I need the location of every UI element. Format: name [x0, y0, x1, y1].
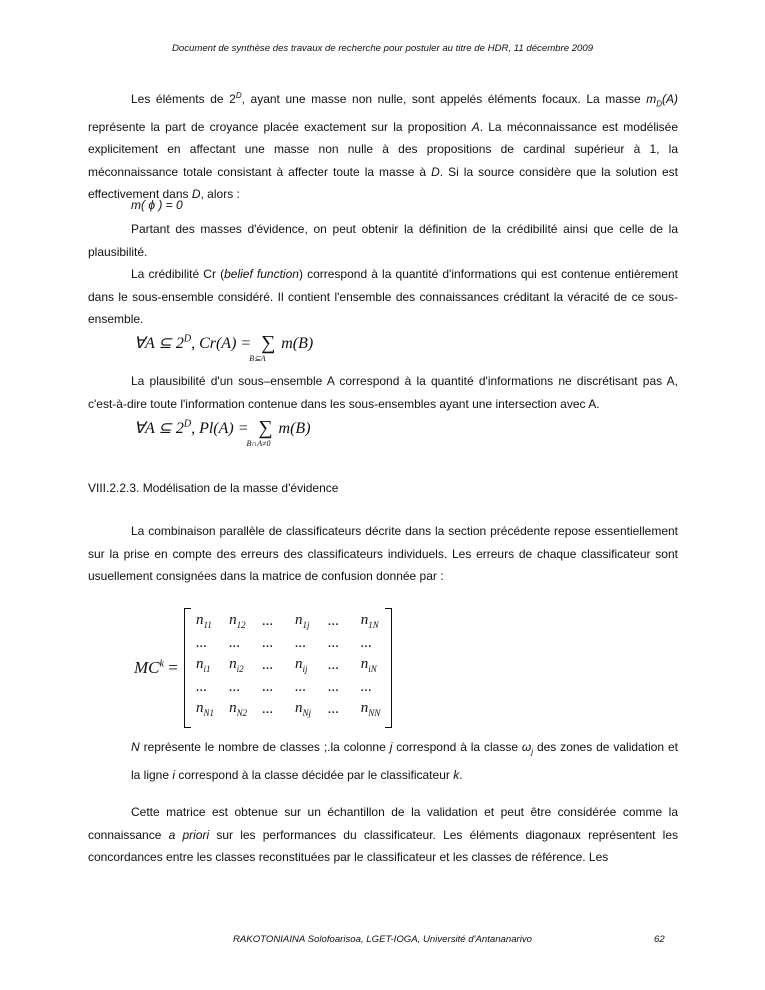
paragraph-focal-elements: [88, 85, 678, 206]
matrix-cell: ...: [328, 634, 340, 651]
matrix-cell: $n_{iN}$: [360, 656, 377, 674]
eq-sup: D: [183, 418, 192, 430]
matrix-cell: ...: [295, 634, 307, 651]
matrix-row: [194, 654, 392, 676]
matrix-cell: ...: [196, 634, 208, 651]
matrix-grid: [194, 610, 392, 720]
text: La combinaison parallèle de classificateurs décrite dans la section précédente repose essentiellement sur la prise en compte des erreurs des classificateurs individuels. Les erreurs de chaque classificateur sont usuellement consignées dans la matrice de confusion donnée par :: [88, 524, 678, 583]
matrix-cell: $n_{N1}$: [196, 700, 215, 718]
matrix-row: [194, 632, 392, 654]
matrix-cell: ...: [360, 634, 372, 651]
matrix-row: [194, 698, 392, 720]
text: correspond à la classe décidée par le classificateur: [175, 767, 454, 782]
sum-subscript: B⊆A: [249, 354, 266, 364]
page-number: 62: [654, 934, 665, 945]
footer-author: RAKOTONIAINA Solofoarisoa, LGET-IOGA, Université d'Antananarivo: [232, 934, 532, 945]
matrix-label: [134, 658, 178, 678]
equals-sign: =: [163, 658, 178, 677]
matrix-cell: ...: [262, 656, 274, 673]
text: La crédibilité Cr (: [131, 267, 225, 281]
text: La plausibilité d'un sous–ensemble A correspond à la quantité d'informations ne discrétisant pas A, c'est-à-dire toute l'information contenue dans les sous-ensembles ayant une intersection avec A.: [88, 374, 678, 411]
text: , alors :: [200, 187, 240, 202]
equation-text: m( ϕ ) = 0: [131, 198, 183, 212]
paragraph-credibility: [88, 263, 678, 331]
text: .: [459, 767, 463, 782]
math-symbol: i: [172, 767, 176, 782]
emphasis: a priori: [168, 827, 210, 842]
matrix-cell: ...: [229, 634, 241, 651]
eq-mid: , Pl(A) =: [191, 420, 253, 437]
matrix-cell: ...: [262, 700, 274, 717]
subscript: D: [656, 99, 663, 109]
paragraph-matrix-origin: [88, 801, 678, 869]
sum-symbol: ∑: [261, 332, 276, 355]
matrix-row: [194, 610, 392, 632]
text: ) correspond à la quantité d'informations qui est contenue entièrement dans le sous-ensemble considéré. Il contient l'ensemble des connaissances créditant la véracité de ce sous-ensemble.: [88, 267, 678, 326]
sum-symbol: ∑: [258, 417, 273, 440]
text: . Si la source considère que la solution est effectivement dans: [88, 164, 679, 202]
paragraph-combination: [88, 520, 678, 588]
text: . La méconnaissance est modélisée explicitement en affectant une masse non nulle à des propositions de cardinal supérieur à 1, la méconnaissance totale consistant à affecter toute la masse à: [88, 119, 679, 179]
math-symbol: j: [389, 740, 393, 754]
section-heading: VIII.2.2.3. Modélisation de la masse d'évidence: [88, 481, 339, 495]
matrix-cell: $n_{N2}$: [229, 700, 248, 718]
eq-rhs: m(B): [278, 420, 311, 437]
math-symbol: (A): [662, 92, 679, 106]
matrix-cell: ...: [229, 678, 241, 695]
matrix-cell: $n_{ij}$: [295, 656, 308, 674]
matrix-cell: $n_{Nj}$: [295, 700, 312, 718]
eq-lhs: ∀A ⊆ 2: [134, 335, 184, 352]
eq-lhs: ∀A ⊆ 2: [134, 420, 184, 437]
matrix-cell: $n_{NN}$: [360, 700, 381, 718]
matrix-cell: $n_{1j}$: [295, 612, 310, 630]
matrix-cell: ...: [328, 656, 340, 673]
math-symbol: k: [453, 767, 460, 782]
matrix-cell: $n_{12}$: [229, 612, 246, 630]
matrix-cell: ...: [262, 634, 274, 651]
page-header: Document de synthèse des travaux de recherche pour postuler au titre de HDR, 11 décembre 2009: [171, 43, 594, 54]
matrix-cell: ...: [328, 612, 340, 629]
matrix-cell: $n_{i2}$: [229, 656, 244, 674]
subscript: j: [531, 747, 534, 757]
confusion-matrix: [184, 608, 392, 726]
matrix-cell: ...: [196, 678, 208, 695]
text: représente la part de croyance placée exactement sur la proposition: [88, 119, 472, 134]
equation-plausibility: [134, 417, 311, 449]
matrix-cell: ...: [295, 678, 307, 695]
text: , ayant une masse non nulle, sont appelés éléments focaux. La masse: [241, 92, 647, 106]
emphasis: belief function: [224, 267, 299, 281]
paragraph-matrix-description: [131, 736, 678, 786]
equation-credibility: [134, 332, 314, 364]
text: Les éléments de 2: [131, 92, 236, 106]
paragraph-plausibility: [88, 370, 678, 415]
matrix-cell: ...: [360, 678, 372, 695]
eq-rhs: m(B): [281, 335, 314, 352]
matrix-cell: ...: [328, 678, 340, 695]
matrix-name: MC: [134, 658, 160, 677]
sum-subscript: B∩A≠0: [246, 439, 271, 449]
superscript: D: [235, 91, 242, 100]
matrix-cell: ...: [262, 678, 274, 695]
text: des zones de validation et la ligne: [131, 740, 678, 782]
text: Cette matrice est obtenue sur un échantillon de la validation et peut être considérée comme la connaissance: [88, 805, 678, 842]
math-symbol: D: [431, 164, 440, 179]
math-symbol: ω: [521, 740, 532, 754]
math-symbol: A: [471, 119, 480, 134]
matrix-cell: $n_{11}$: [196, 612, 212, 630]
matrix-cell: $n_{i1}$: [196, 656, 211, 674]
matrix-row: [194, 676, 392, 698]
matrix-left-bracket: [184, 608, 191, 728]
text: correspond à la classe: [392, 740, 522, 754]
math-symbol: D: [191, 187, 201, 202]
equation-empty-mass: [131, 194, 331, 217]
eq-sup: D: [183, 333, 192, 345]
math-symbol: m: [646, 92, 657, 106]
matrix-superscript: k: [159, 658, 164, 670]
matrix-cell: ...: [262, 612, 274, 629]
text: représente le nombre de classes ;.la colonne: [139, 740, 390, 754]
text: sur les performances du classificateur. Les éléments diagonaux représentent les concordances entre les classes reconstituées par le classificateur et les classes de référence. Les: [88, 827, 679, 864]
eq-mid: , Cr(A) =: [191, 335, 256, 352]
paragraph-plausibility-intro: [88, 218, 678, 263]
math-symbol: N: [131, 740, 140, 754]
text: Partant des masses d'évidence, on peut obtenir la définition de la crédibilité ainsi que celle de la plausibilité.: [88, 222, 678, 259]
matrix-cell: $n_{1N}$: [360, 612, 379, 630]
matrix-cell: ...: [328, 700, 340, 717]
